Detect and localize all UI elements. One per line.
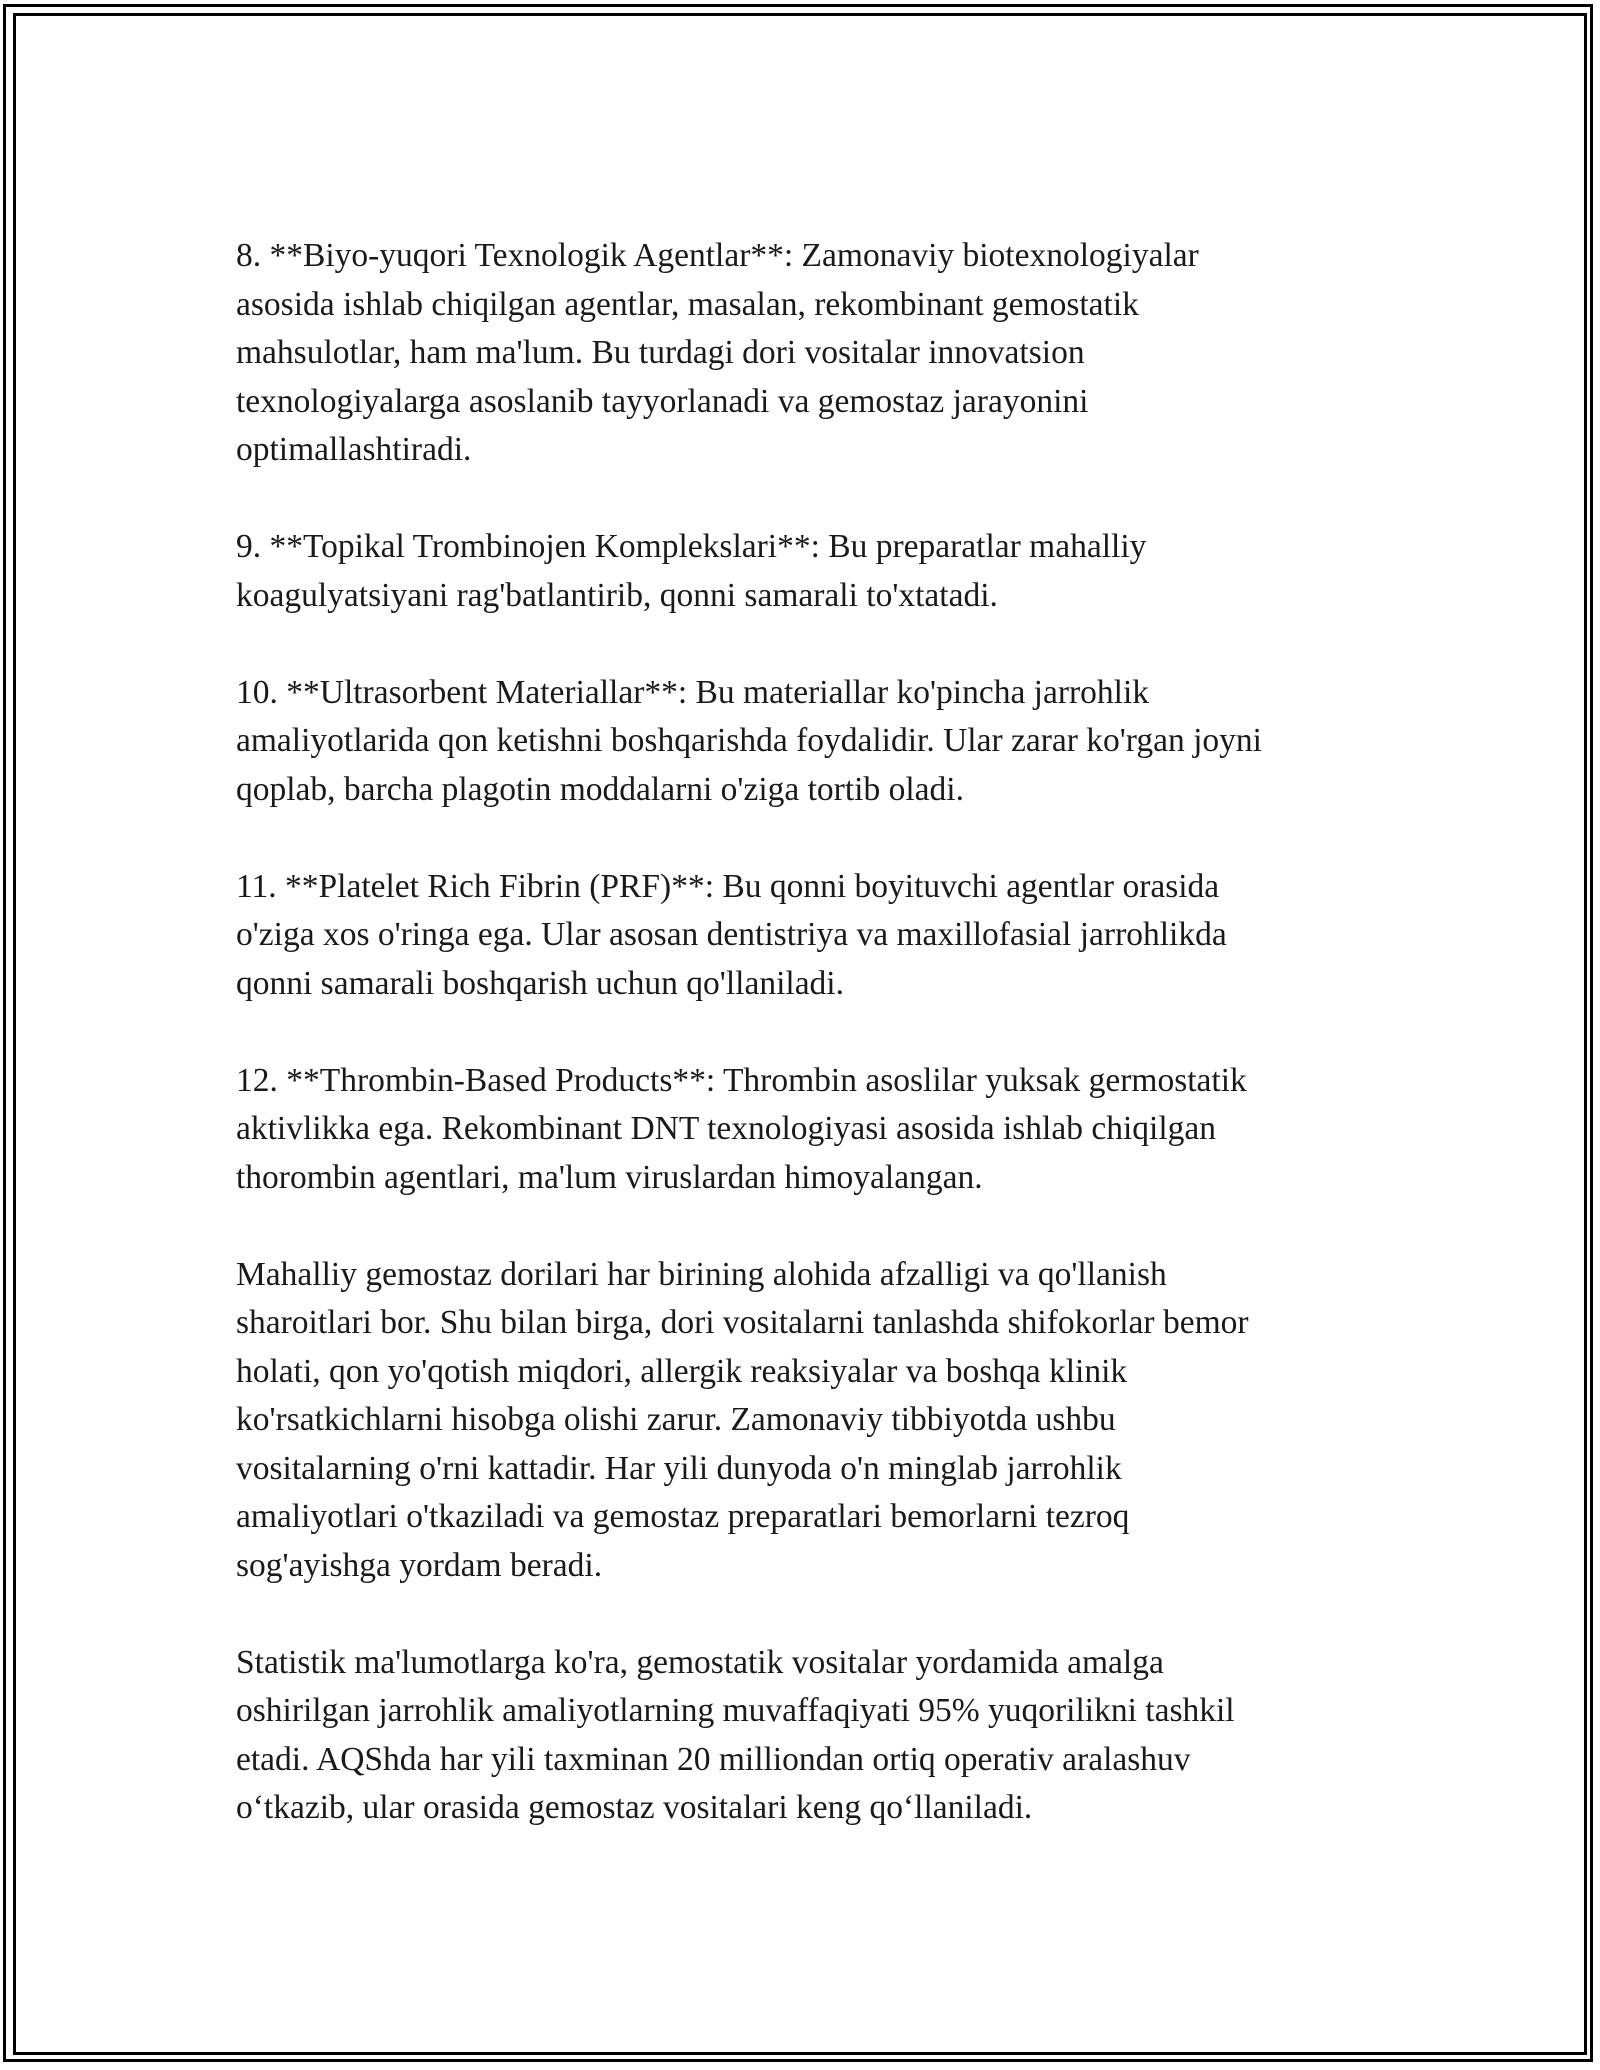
paragraph-item-9: [236, 523, 1366, 620]
paragraph-summary: [236, 1251, 1366, 1591]
text-line: vositalarning o'rni kattadir. Har yili dunyoda o'n minglab jarrohlik: [236, 1449, 1122, 1487]
text-line: qonni samarali boshqarish uchun qo'llaniladi.: [236, 964, 844, 1002]
paragraph-statistics: [236, 1639, 1366, 1833]
paragraph-item-12: [236, 1057, 1366, 1203]
paragraph-item-8: [236, 232, 1366, 475]
text-line: amaliyotlari o'tkaziladi va gemostaz preparatlari bemorlarni tezroq: [236, 1498, 1130, 1535]
text-line: o‘tkazib, ular orasida gemostaz vositalari keng qo‘llaniladi.: [236, 1789, 1033, 1826]
text-line: mahsulotlar, ham ma'lum. Bu turdagi dori vositalar innovatsion: [236, 334, 1085, 371]
text-line: aktivlikka ega. Rekombinant DNT texnologiyasi asosida ishlab chiqilgan: [236, 1110, 1217, 1147]
text-line: 8. **Biyo-yuqori Texnologik Agentlar**: Zamonaviy biotexnologiyalar: [236, 237, 1199, 274]
text-line: sog'ayishga yordam beradi.: [236, 1546, 603, 1584]
paragraph-item-11: [236, 863, 1366, 1009]
text-line: asosida ishlab chiqilgan agentlar, masalan, rekombinant gemostatik: [236, 285, 1139, 323]
text-line: 10. **Ultrasorbent Materiallar**: Bu materiallar ko'pincha jarrohlik: [236, 673, 1150, 711]
text-line: texnologiyalarga asoslanib tayyorlanadi va gemostaz jarayonini: [236, 382, 1089, 420]
text-line: qoplab, barcha plagotin moddalarni o'ziga tortib oladi.: [236, 770, 964, 808]
text-line: Statistik ma'lumotlarga ko'ra, gemostatik vositalar yordamida amalga: [236, 1643, 1164, 1681]
text-line: optimallashtiradi.: [236, 431, 472, 468]
text-line: koagulyatsiyani rag'batlantirib, qonni samarali to'xtatadi.: [236, 576, 998, 614]
text-line: Mahalliy gemostaz dorilari har birining alohida afzalligi va qo'llanish: [236, 1255, 1167, 1293]
text-line: 9. **Topikal Trombinojen Komplekslari**: Bu preparatlar mahalliy: [236, 528, 1147, 565]
text-line: amaliyotlarida qon ketishni boshqarishda foydalidir. Ular zarar ko'rgan joyni: [236, 722, 1262, 759]
text-line: ko'rsatkichlarni hisobga olishi zarur. Zamonaviy tibbiyotda ushbu: [236, 1401, 1116, 1438]
text-line: 12. **Thrombin-Based Products**: Thrombin asoslilar yuksak germostatik: [236, 1061, 1247, 1099]
text-line: 11. **Platelet Rich Fibrin (PRF)**: Bu qonni boyituvchi agentlar orasida: [236, 867, 1220, 905]
text-line: thorombin agentlari, ma'lum viruslardan himoyalangan.: [236, 1158, 983, 1196]
text-line: sharoitlari bor. Shu bilan birga, dori vositalarni tanlashda shifokorlar bemor: [236, 1304, 1249, 1341]
text-line: o'ziga xos o'ringa ega. Ular asosan dentistriya va maxillofasial jarrohlikda: [236, 916, 1227, 953]
document-body: [236, 232, 1366, 1881]
text-line: oshirilgan jarrohlik amaliyotlarning muvaffaqiyati 95% yuqorilikni tashkil: [236, 1692, 1235, 1729]
paragraph-item-10: [236, 669, 1366, 815]
text-line: etadi. AQShda har yili taxminan 20 milliondan ortiq operativ aralashuv: [236, 1740, 1191, 1778]
text-line: holati, qon yo'qotish miqdori, allergik reaksiyalar va boshqa klinik: [236, 1352, 1128, 1390]
